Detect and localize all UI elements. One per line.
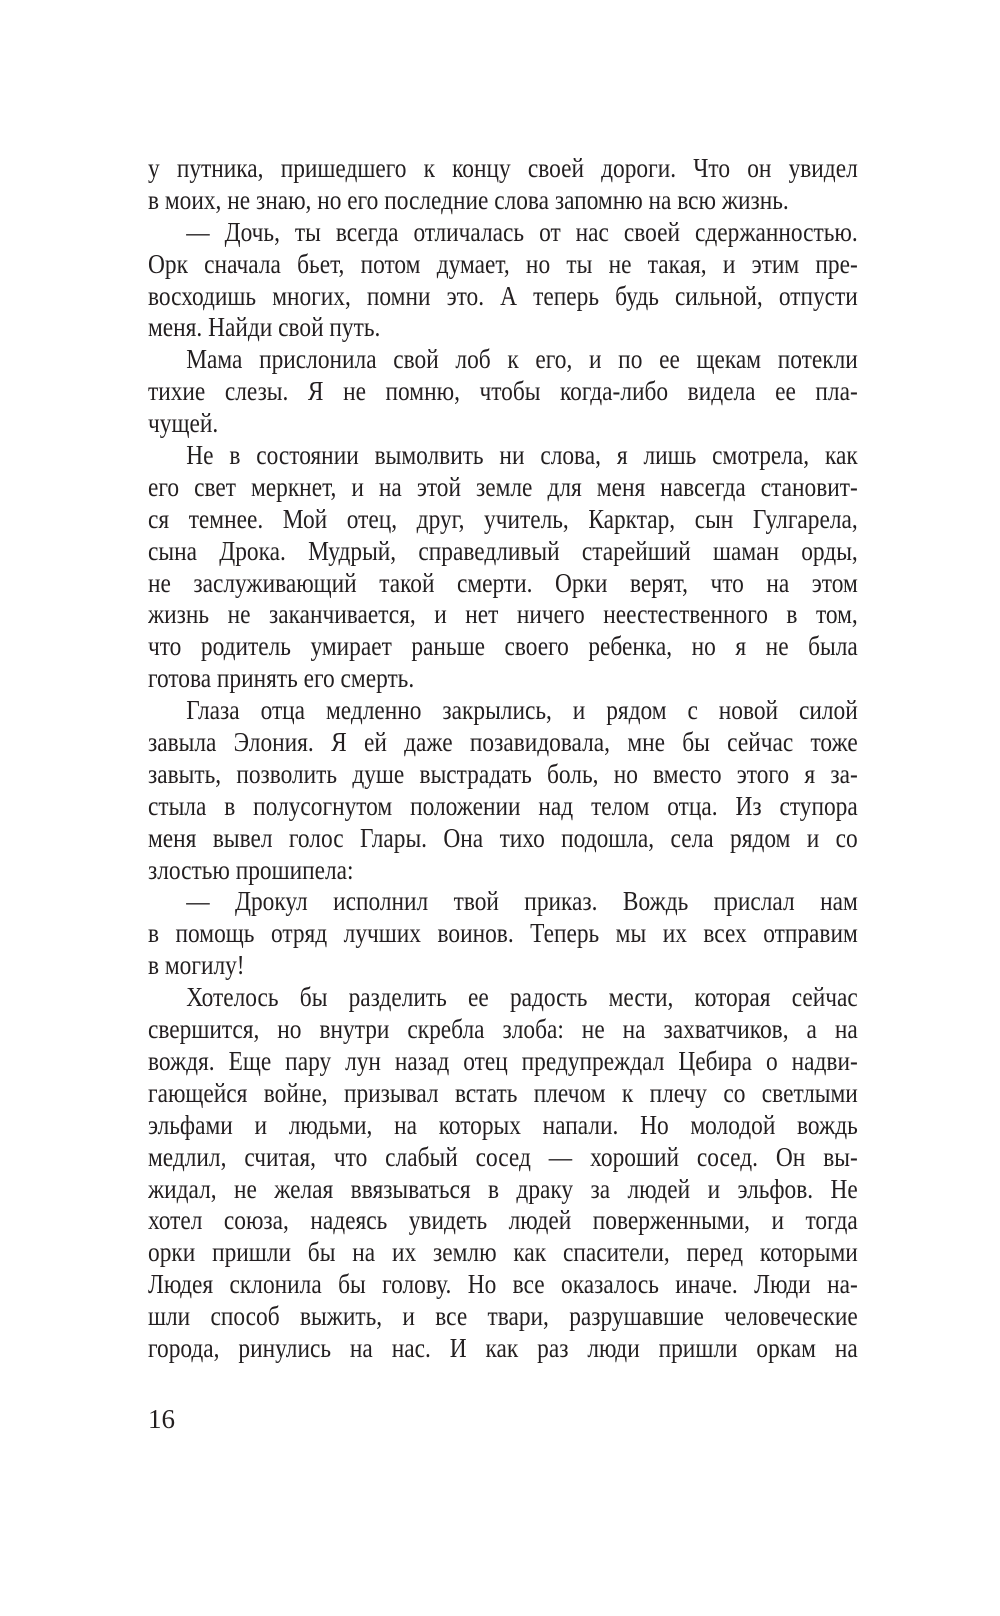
text-line: жидал, не желая ввязываться в драку за людей и эльфов. Не xyxy=(148,1172,858,1204)
text-line: его свет меркнет, и на этой земле для меня навсегда становит- xyxy=(148,470,858,502)
text-line: меня. Найди свой путь. xyxy=(148,311,381,343)
text-line: — Дочь, ты всегда отличалась от нас своей сдержанностью. xyxy=(186,215,858,247)
text-line: эльфами и людьми, на которых напали. Но молодой вождь xyxy=(148,1108,858,1140)
text-line: у путника, пришедшего к концу своей дороги. Что он увидел xyxy=(148,152,858,183)
text-line: хотел союза, надеясь увидеть людей поверженными, и тогда xyxy=(148,1204,858,1236)
text-line: города, ринулись на нас. И как раз люди пришли оркам на xyxy=(148,1331,858,1363)
body-text xyxy=(148,152,858,1364)
text-line: свершится, но внутри скребла злоба: не на захватчиков, а на xyxy=(148,1013,858,1045)
text-line: стыла в полусогнутом положении над телом отца. Из ступора xyxy=(148,789,858,821)
page-number: 16 xyxy=(148,1404,175,1434)
text-line: в могилу! xyxy=(148,949,245,981)
text-line: жизнь не заканчивается, и нет ничего неестественного в том, xyxy=(148,598,858,630)
text-line: Орк сначала бьет, потом думает, но ты не такая, и этим пре- xyxy=(148,247,858,279)
text-line: меня вывел голос Глары. Она тихо подошла, села рядом и со xyxy=(148,821,858,853)
text-line: Мама прислонила свой лоб к его, и по ее щекам потекли xyxy=(186,343,858,375)
text-line: завыть, позволить душе выстрадать боль, но вместо этого я за- xyxy=(148,757,858,789)
text-line: орки пришли бы на их землю как спасители, перед которыми xyxy=(148,1236,858,1268)
text-line: Людея склонила бы голову. Но все оказалось иначе. Люди на- xyxy=(148,1268,858,1300)
text-line: в помощь отряд лучших воинов. Теперь мы их всех отправим xyxy=(148,917,858,949)
text-line: Не в состоянии вымолвить ни слова, я лишь смотрела, как xyxy=(186,439,858,471)
text-line: вождя. Еще пару лун назад отец предупреждал Цебира о надви- xyxy=(148,1044,858,1076)
text-line: шли способ выжить, и все твари, разрушавшие человеческие xyxy=(148,1300,858,1332)
text-line: Глаза отца медленно закрылись, и рядом с новой силой xyxy=(186,694,858,726)
text-line: медлил, считая, что слабый сосед — хороший сосед. Он вы- xyxy=(148,1140,858,1172)
text-line: гающейся войне, призывал встать плечом к плечу со светлыми xyxy=(148,1076,858,1108)
text-line: чущей. xyxy=(148,407,219,439)
text-line: что родитель умирает раньше своего ребенка, но я не была xyxy=(148,630,858,662)
text-line: — Дрокул исполнил твой приказ. Вождь прислал нам xyxy=(186,885,858,917)
text-line: злостью прошипела: xyxy=(148,853,354,885)
text-line: ся темнее. Мой отец, друг, учитель, Карктар, сын Гулгарела, xyxy=(148,502,858,534)
text-line: восходишь многих, помни это. А теперь будь сильной, отпусти xyxy=(148,279,858,311)
text-line: завыла Элония. Я ей даже позавидовала, мне бы сейчас тоже xyxy=(148,726,858,758)
text-line: тихие слезы. Я не помню, чтобы когда-либо видела ее пла- xyxy=(148,375,858,407)
text-line: готова принять его смерть. xyxy=(148,662,415,694)
text-line: в моих, не знаю, но его последние слова запомню на всю жизнь. xyxy=(148,183,789,215)
text-line: Хотелось бы разделить ее радость мести, которая сейчас xyxy=(186,981,858,1013)
text-line: сына Дрока. Мудрый, справедливый старейший шаман орды, xyxy=(148,534,858,566)
text-line: не заслуживающий такой смерти. Орки верят, что на этом xyxy=(148,566,858,598)
